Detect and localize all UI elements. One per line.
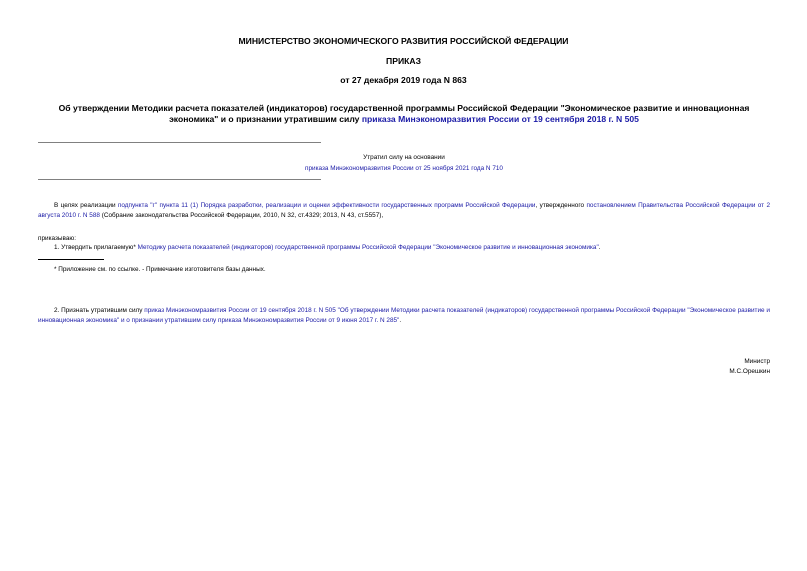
item-2-end: .: [399, 316, 402, 324]
order-word: приказываю:: [38, 235, 76, 242]
item-2-link[interactable]: приказ Минэкономразвития России от 19 сентября 2018 г. N 505 "Об утверждении Методики расчета показателей (индикаторов) государственной программы Российской Федерации "Экономическое развитие и инновационная экономика" и о признании утратившим силу приказа Минэкономразвития России от 9 июня 2017 г. N 285": [38, 307, 770, 324]
status-rule-bottom: [38, 179, 321, 180]
title-text: Об утверждении Методики расчета показателей (индикаторов) государственной программы Российской Федерации "Экономическое развитие и инновационная экономика" и о признании утратившим силу: [58, 103, 750, 124]
preamble-text-3: (Собрание законодательства Российской Федерации, 2010, N 32, ст.4329; 2013, N 43, ст.5557),: [99, 211, 384, 219]
preamble-paragraph: [38, 201, 770, 220]
preamble-link-1[interactable]: подпункта "г" пункта 11 (1) Порядка разработки, реализации и оценки эффективности государственных программ Российской Федерации: [117, 202, 536, 209]
preamble-text-1: В целях реализации: [54, 202, 118, 209]
item-1: [54, 243, 770, 252]
status-note-text: Утратил силу на основании: [363, 154, 445, 161]
item-1-text: 1. Утвердить прилагаемую*: [54, 244, 138, 251]
signature-name: М.С.Орешкин: [729, 367, 770, 375]
item-1-link[interactable]: Методику расчета показателей (индикаторов) государственной программы Российской Федерации "Экономическое развитие и инновационная экономика": [137, 244, 599, 251]
date-number-heading: от 27 декабря 2019 года N 863: [340, 75, 467, 85]
signature-position: Министр: [744, 358, 770, 365]
status-rule-top: [38, 142, 321, 143]
ministry-heading: МИНИСТЕРСТВО ЭКОНОМИЧЕСКОГО РАЗВИТИЯ РОССИЙСКОЙ ФЕДЕРАЦИИ: [238, 36, 569, 46]
item-2-paragraph: [38, 306, 770, 325]
status-note-link[interactable]: приказа Минэкономразвития России от 25 ноября 2021 года N 710: [305, 165, 503, 172]
document-title: [38, 103, 770, 125]
preamble-text-2: , утвержденного: [535, 202, 587, 209]
status-note: [38, 153, 770, 173]
signature-block: [729, 357, 770, 376]
doc-type-heading: ПРИКАЗ: [386, 56, 421, 66]
item-2-text: 2. Признать утратившим силу: [54, 307, 145, 314]
item-1-end: .: [598, 244, 601, 251]
footnote-rule: [38, 259, 104, 260]
title-link[interactable]: приказа Минэкономразвития России от 19 сентября 2018 г. N 505: [361, 114, 639, 124]
footnote-text: * Приложение см. по ссылке. - Примечание изготовителя базы данных.: [54, 266, 266, 273]
preamble-link-2[interactable]: постановлением Правительства Российской Федерации от 2 августа 2010 г. N 588: [38, 202, 771, 219]
